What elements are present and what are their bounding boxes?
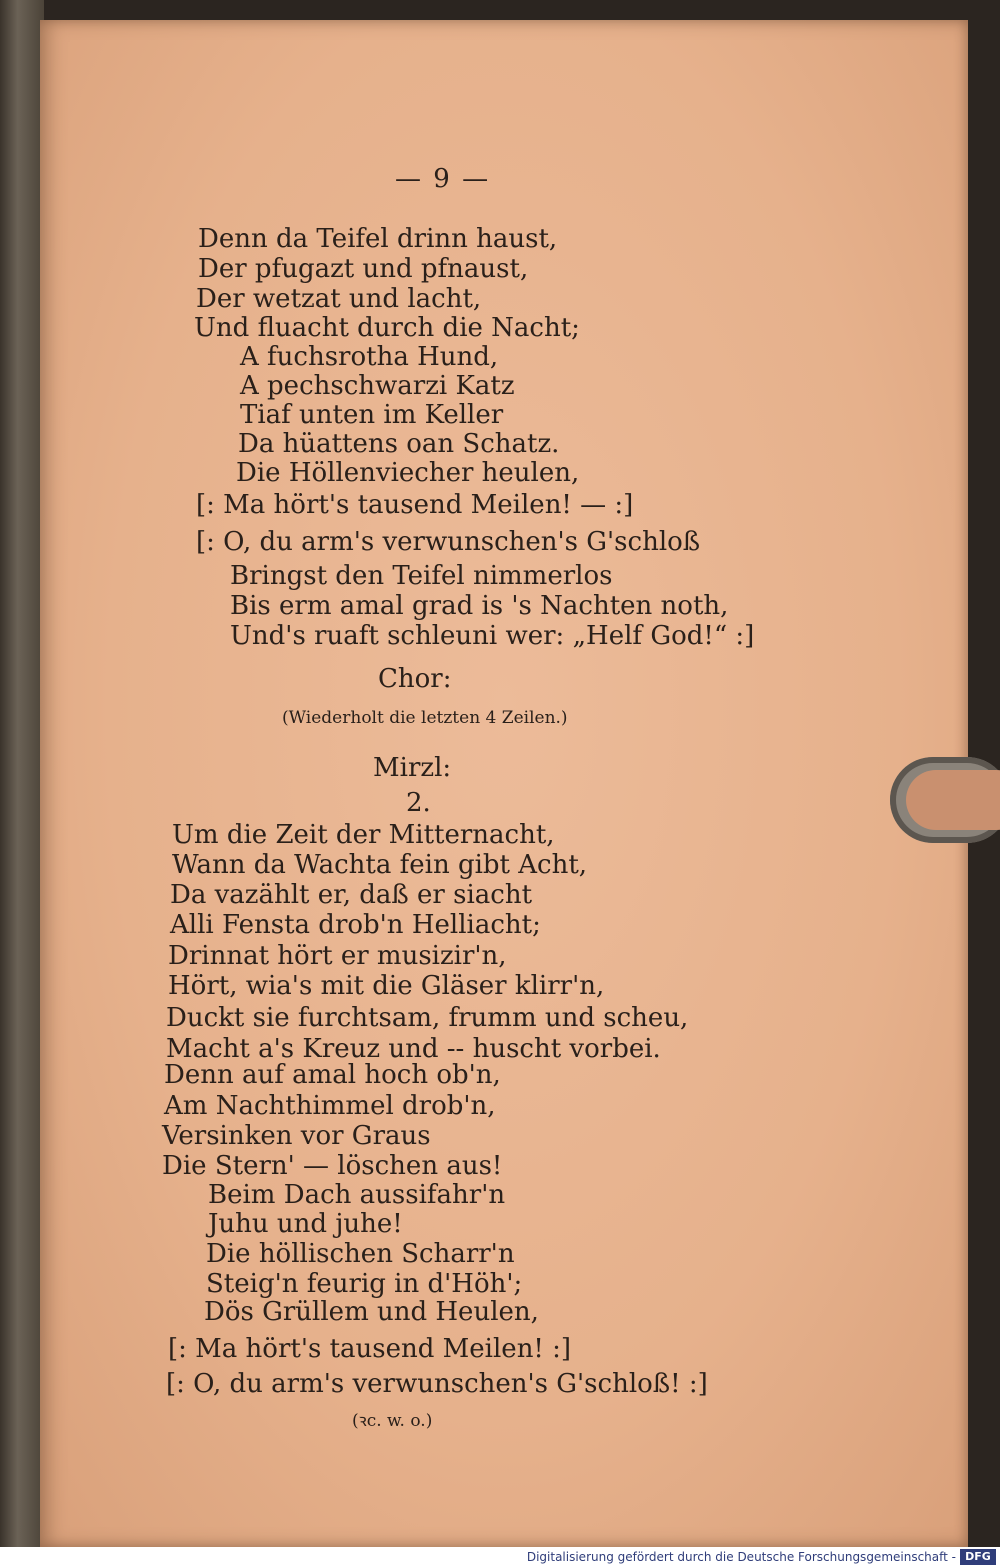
- stanza1-line: Denn da Teifel drinn haust,: [198, 224, 558, 254]
- stanza1-line: Der wetzat und lacht,: [196, 284, 482, 314]
- stanza1-line: [: O, du arm's verwunschen's G'schloß: [196, 527, 701, 557]
- stanza2-line: Denn auf amal hoch ob'n,: [164, 1060, 501, 1090]
- chor-heading: Chor:: [378, 664, 452, 694]
- stanza2-line: Um die Zeit der Mitternacht,: [172, 820, 555, 850]
- stanza2-line: Die höllischen Scharr'n: [206, 1239, 515, 1269]
- stanza2-line: Alli Fensta drob'n Helliacht;: [170, 910, 541, 940]
- book-binding: [0, 0, 44, 1567]
- stanza1-line: Und's ruaft schleuni wer: „Helf God!“ :]: [230, 621, 755, 651]
- stanza2-line: Wann da Wachta fein gibt Acht,: [172, 850, 588, 880]
- stanza2-line: Beim Dach aussifahr'n: [208, 1180, 506, 1210]
- stanza2-line: Dös Grüllem und Heulen,: [204, 1297, 539, 1327]
- stanza1-line: A pechschwarzi Katz: [240, 371, 515, 401]
- stanza2-line: Macht a's Kreuz und -- huscht vorbei.: [166, 1034, 661, 1064]
- stanza2-line: [: Ma hört's tausend Meilen! :]: [168, 1334, 572, 1364]
- stanza1-line: Die Höllenviecher heulen,: [236, 458, 580, 488]
- stanza1-line: Bis erm amal grad is 's Nachten noth,: [230, 591, 729, 621]
- end-note: (ꝛc. w. o.): [352, 1411, 433, 1431]
- footer-bar: [0, 1547, 1000, 1567]
- dfg-logo: DFG: [960, 1549, 996, 1565]
- stanza2-line: Drinnat hört er musizir'n,: [168, 941, 507, 971]
- stanza2-line: Versinken vor Graus: [162, 1121, 431, 1151]
- page-number: — 9 —: [395, 164, 491, 194]
- stanza2-line: Steig'n feurig in d'Höh';: [206, 1269, 523, 1299]
- stanza1-line: Bringst den Teifel nimmerlos: [230, 561, 613, 591]
- stanza2-line: Am Nachthimmel drob'n,: [164, 1091, 496, 1121]
- stanza2-line: Juhu und juhe!: [208, 1209, 403, 1239]
- stanza1-line: Tiaf unten im Keller: [240, 400, 504, 430]
- stanza1-line: Der pfugazt und pfnaust,: [198, 254, 529, 284]
- page-clip-inner: [906, 770, 1000, 830]
- stanza1-line: A fuchsrotha Hund,: [240, 342, 499, 372]
- stanza1-line: [: Ma hört's tausend Meilen! — :]: [196, 490, 634, 520]
- stanza2-line: Die Stern' — löschen aus!: [162, 1151, 503, 1181]
- stanza2-line: Duckt sie furchtsam, frumm und scheu,: [166, 1003, 689, 1033]
- chor-note: (Wiederholt die letzten 4 Zeilen.): [282, 708, 568, 728]
- verse-number: 2.: [406, 788, 431, 818]
- stanza2-line: Hört, wia's mit die Gläser klirr'n,: [168, 971, 605, 1001]
- stanza1-line: Da hüattens oan Schatz.: [238, 429, 560, 459]
- stanza1-line: Und fluacht durch die Nacht;: [194, 313, 580, 343]
- mirzl-heading: Mirzl:: [373, 753, 452, 783]
- stanza2-line: [: O, du arm's verwunschen's G'schloß! :]: [166, 1369, 708, 1399]
- stanza2-line: Da vazählt er, daß er siacht: [170, 880, 533, 910]
- funding-notice: Digitalisierung gefördert durch die Deutsche Forschungsgemeinschaft -: [526, 1550, 956, 1564]
